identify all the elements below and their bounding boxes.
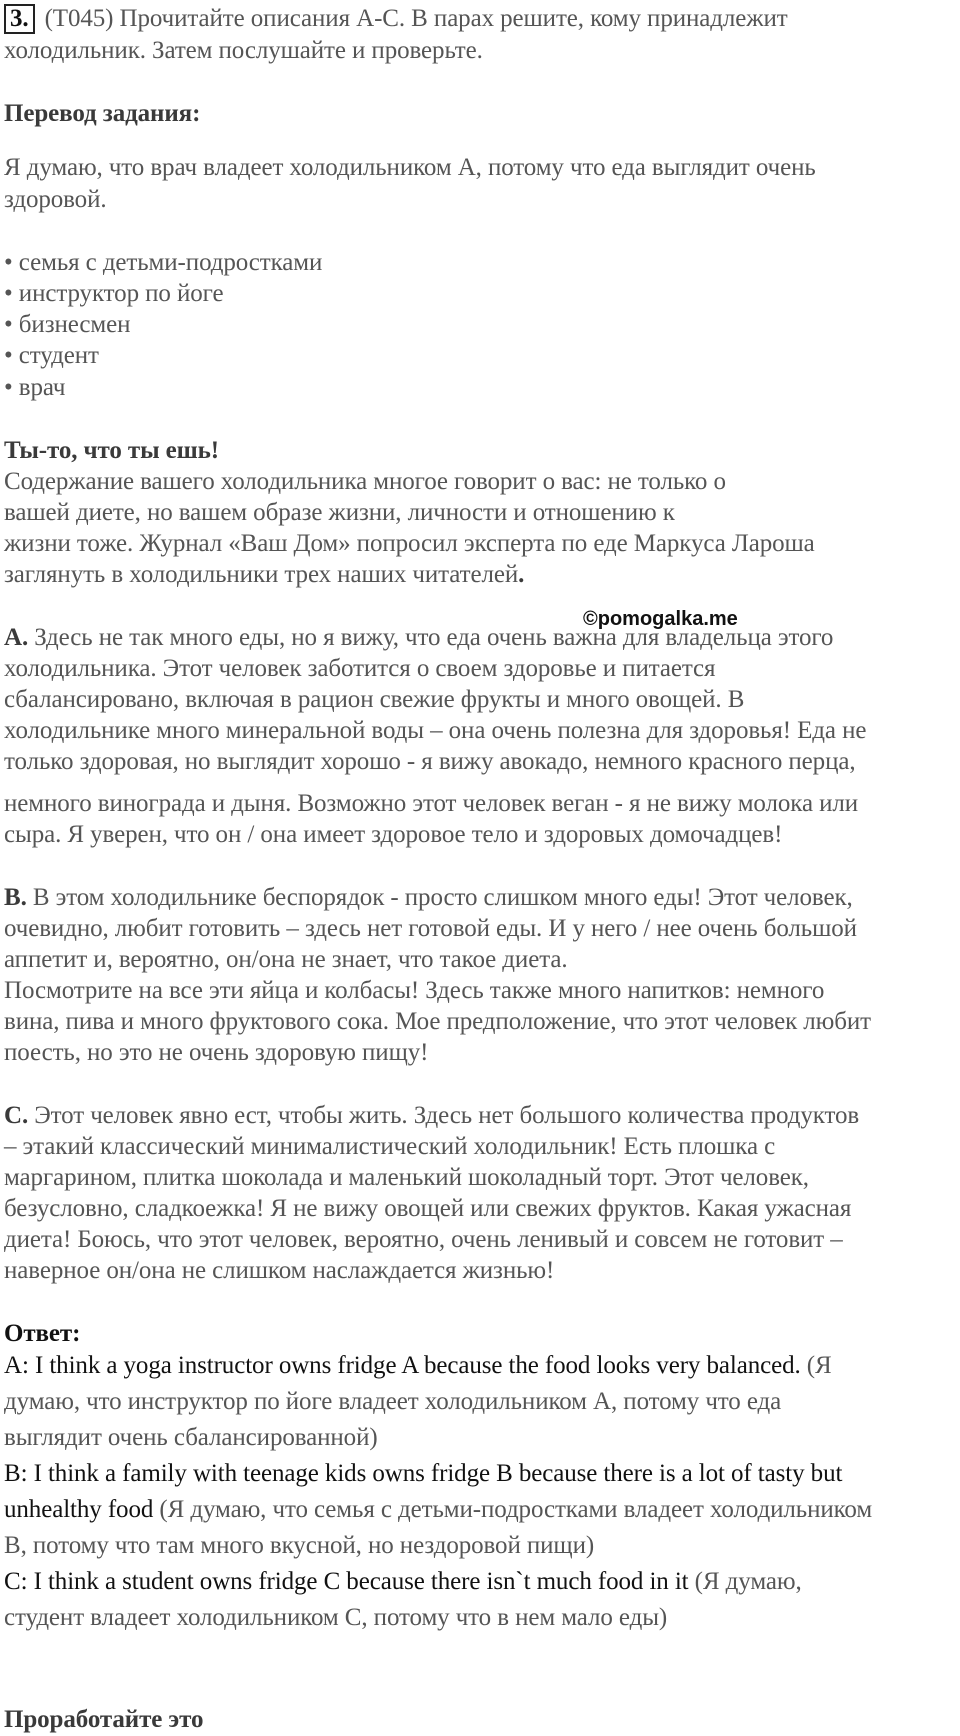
paragraph-c-line: наверное он/она не слишком наслаждается жизнью!	[4, 1257, 555, 1284]
paragraph-a-line: холодильника. Этот человек заботится о своем здоровье и питается	[4, 655, 716, 682]
paragraph-b-line: поесть, но это не очень здоровую пищу!	[4, 1039, 429, 1066]
paragraph-b-line: очевидно, любит готовить – здесь нет готовой еды. И у него / нее очень большой	[4, 915, 857, 942]
article-title: Ты-то, что ты ешь!	[4, 437, 220, 464]
paragraph-a-label: A.	[4, 624, 29, 651]
paragraph-c-line: – этакий классический минималистический холодильник! Есть плошка с	[4, 1133, 776, 1160]
answer-b-line	[4, 1458, 842, 1489]
paragraph-b-line: B. В этом холодильнике беспорядок - просто слишком много еды! Этот человек,	[4, 884, 853, 911]
paragraph-b-label: B.	[4, 884, 27, 911]
watermark: ©pomogalka.me	[583, 608, 738, 630]
paragraph-a-line: холодильнике много минеральной воды – она очень полезна для здоровья! Еда не	[4, 717, 867, 744]
answer-a-line: думаю, что инструктор по йоге владеет холодильником А, потому что еда	[4, 1388, 782, 1415]
paragraph-c-line: C. Этот человек явно ест, чтобы жить. Здесь нет большого количества продуктов	[4, 1102, 860, 1129]
answer-b-english: B: I think a family with teenage kids owns fridge B because there is a lot of tasty but	[4, 1460, 843, 1487]
article-intro-line: заглянуть в холодильники трех наших читателей.	[4, 561, 525, 588]
translation-heading: Перевод задания:	[4, 100, 201, 127]
answer-a-english: A: I think a yoga instructor owns fridge A because the food looks very balanced.	[4, 1352, 801, 1379]
task-number: 3.	[4, 4, 35, 34]
article-intro-line: жизни тоже. Журнал «Ваш Дом» попросил эксперта по еде Маркуса Лароша	[4, 530, 815, 557]
paragraph-a-line: сыра. Я уверен, что он / она имеет здоровое тело и здоровых домочадцев!	[4, 821, 783, 848]
answer-c-line: C: I think a student owns fridge C because there isn`t much food in it (Я думаю,	[4, 1568, 802, 1595]
article-intro-line: вашей диете, но вашем образе жизни, личности и отношению к	[4, 499, 675, 526]
paragraph-a-line: немного винограда и дыня. Возможно этот человек веган - я не вижу молока или	[4, 790, 859, 817]
option-item: • семья с детьми-подростками	[4, 249, 323, 276]
answer-c-english: C: I think a student owns fridge C because there isn`t much food in it	[4, 1568, 689, 1595]
paragraph-c-label: C.	[4, 1102, 29, 1129]
translation-line-1: Я думаю, что врач владеет холодильником А, потому что еда выглядит очень	[4, 154, 816, 181]
answer-a-line: выглядит очень сбалансированной)	[4, 1424, 378, 1451]
option-item: • врач	[4, 374, 66, 401]
answer-a-line: A: I think a yoga instructor owns fridge A because the food looks very balanced. (Я	[4, 1352, 832, 1379]
task-header-line-1: 3. (T045) Прочитайте описания A-C. В парах решите, кому принадлежит	[4, 3, 788, 34]
option-item: • бизнесмен	[4, 311, 131, 338]
paragraph-a-line: только здоровая, но выглядит хорошо - я вижу авокадо, немного красного перца,	[4, 748, 856, 775]
paragraph-c-line: маргарином, плитка шоколада и маленький шоколадный торт. Этот человек,	[4, 1164, 809, 1191]
paragraph-c-line: безусловно, сладкоежка! Я не вижу овощей или свежих фруктов. Какая ужасная	[4, 1195, 852, 1222]
paragraph-b-line: вина, пива и много фруктового сока. Мое предположение, что этот человек любит	[4, 1008, 871, 1035]
answer-b-line: В, потому что там много вкусной, но нездоровой пищи)	[4, 1532, 595, 1559]
paragraph-b-line: аппетит и, вероятно, он/она не знает, что такое диета.	[4, 946, 568, 973]
option-item: • инструктор по йоге	[4, 280, 224, 307]
answer-c-line: студент владеет холодильником С, потому что в нем мало еды)	[4, 1604, 668, 1631]
paragraph-b-line: Посмотрите на все эти яйца и колбасы! Здесь также много напитков: немного	[4, 977, 825, 1004]
paragraph-c-line: диета! Боюсь, что этот человек, вероятно, очень ленивый и совсем не готовит –	[4, 1226, 843, 1253]
answer-heading: Ответ:	[4, 1320, 81, 1347]
paragraph-a-line: A. Здесь не так много еды, но я вижу, что еда очень важна для владельца этого	[4, 624, 834, 651]
task-header-line-2: холодильник. Затем послушайте и проверьте.	[4, 37, 483, 64]
article-intro-line: Содержание вашего холодильника многое говорит о вас: не только о	[4, 468, 726, 495]
footer-heading: Проработайте это	[4, 1706, 204, 1733]
answer-b-line: unhealthy food (Я думаю, что семья с детьми-подростками владеет холодильником	[4, 1496, 873, 1523]
paragraph-a-line: сбалансировано, включая в рацион свежие фрукты и много овощей. В	[4, 686, 745, 713]
option-item: • студент	[4, 342, 99, 369]
translation-line-2: здоровой.	[4, 186, 107, 213]
